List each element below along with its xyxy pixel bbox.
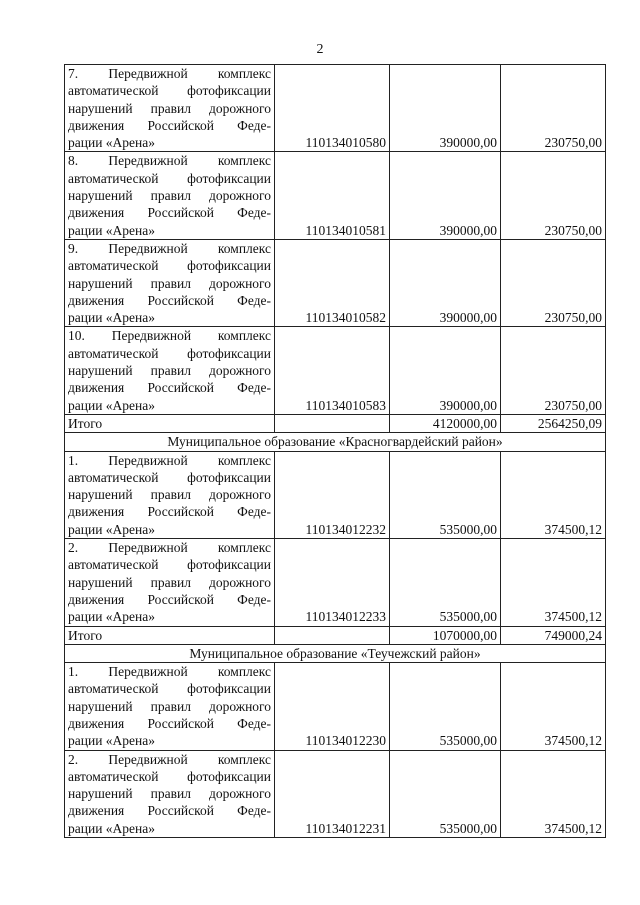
description-line: рации «Арена» xyxy=(68,609,155,625)
description-line: 1. Передвижной комплекс xyxy=(68,664,271,680)
section-heading: Муниципальное образование «Красногвардейский район» xyxy=(65,433,606,451)
section-heading-row xyxy=(65,433,606,451)
balance-value: 390000,00 xyxy=(390,65,501,152)
table-row xyxy=(65,750,606,837)
table-row xyxy=(65,663,606,750)
residual-value: 374500,12 xyxy=(501,451,606,538)
asset-table-body xyxy=(65,65,606,838)
residual-value: 230750,00 xyxy=(501,239,606,326)
description-line: нарушений правил дорожного xyxy=(68,698,271,714)
description-line: нарушений правил дорожного xyxy=(68,188,271,204)
residual-value: 230750,00 xyxy=(501,65,606,152)
item-description xyxy=(65,750,275,837)
inventory-number: 110134010580 xyxy=(275,65,390,152)
total-empty-cell xyxy=(275,626,390,644)
description-line: движения Российской Феде- xyxy=(68,591,271,607)
total-residual-value: 2564250,09 xyxy=(501,414,606,432)
inventory-number: 110134012232 xyxy=(275,451,390,538)
item-description xyxy=(65,327,275,414)
total-balance-value: 1070000,00 xyxy=(390,626,501,644)
description-line: движения Российской Феде- xyxy=(68,715,271,731)
item-description xyxy=(65,539,275,626)
description-line: нарушений правил дорожного xyxy=(68,100,271,116)
total-label: Итого xyxy=(65,414,275,432)
description-line: автоматической фотофиксации xyxy=(68,681,271,697)
description-line: автоматической фотофиксации xyxy=(68,345,271,361)
residual-value: 230750,00 xyxy=(501,327,606,414)
description-line: автоматической фотофиксации xyxy=(68,170,271,186)
description-line: рации «Арена» xyxy=(68,310,155,326)
description-line: рации «Арена» xyxy=(68,521,155,537)
description-line: 10. Передвижной комплекс xyxy=(68,328,271,344)
residual-value: 374500,12 xyxy=(501,750,606,837)
description-line: движения Российской Феде- xyxy=(68,380,271,396)
description-line: рации «Арена» xyxy=(68,222,155,238)
residual-value: 374500,12 xyxy=(501,663,606,750)
description-line: нарушений правил дорожного xyxy=(68,487,271,503)
item-description xyxy=(65,451,275,538)
total-balance-value: 4120000,00 xyxy=(390,414,501,432)
balance-value: 535000,00 xyxy=(390,750,501,837)
section-heading-row xyxy=(65,644,606,662)
page-number: 2 xyxy=(316,42,324,57)
item-description xyxy=(65,239,275,326)
description-line: 2. Передвижной комплекс xyxy=(68,751,271,767)
total-label: Итого xyxy=(65,626,275,644)
description-line: рации «Арена» xyxy=(68,135,155,151)
table-row xyxy=(65,451,606,538)
description-line: 2. Передвижной комплекс xyxy=(68,540,271,556)
description-line: автоматической фотофиксации xyxy=(68,557,271,573)
description-line: движения Российской Феде- xyxy=(68,292,271,308)
balance-value: 390000,00 xyxy=(390,239,501,326)
description-line: движения Российской Феде- xyxy=(68,117,271,133)
balance-value: 535000,00 xyxy=(390,663,501,750)
description-line: 8. Передвижной комплекс xyxy=(68,153,271,169)
inventory-number: 110134012233 xyxy=(275,539,390,626)
description-line: движения Российской Феде- xyxy=(68,504,271,520)
description-line: движения Российской Феде- xyxy=(68,803,271,819)
table-row xyxy=(65,539,606,626)
description-line: рации «Арена» xyxy=(68,733,155,749)
asset-table xyxy=(64,64,606,838)
table-row xyxy=(65,327,606,414)
inventory-number: 110134010582 xyxy=(275,239,390,326)
description-line: 7. Передвижной комплекс xyxy=(68,66,271,81)
table-row xyxy=(65,152,606,239)
description-line: 9. Передвижной комплекс xyxy=(68,240,271,256)
inventory-number: 110134010583 xyxy=(275,327,390,414)
residual-value: 374500,12 xyxy=(501,539,606,626)
description-line: рации «Арена» xyxy=(68,820,155,836)
balance-value: 535000,00 xyxy=(390,451,501,538)
total-row xyxy=(65,626,606,644)
item-description xyxy=(65,663,275,750)
section-heading: Муниципальное образование «Теучежский район» xyxy=(65,644,606,662)
total-empty-cell xyxy=(275,414,390,432)
inventory-number: 110134012230 xyxy=(275,663,390,750)
table-row xyxy=(65,65,606,152)
item-description xyxy=(65,152,275,239)
description-line: нарушений правил дорожного xyxy=(68,363,271,379)
description-line: нарушений правил дорожного xyxy=(68,574,271,590)
description-line: автоматической фотофиксации xyxy=(68,258,271,274)
balance-value: 535000,00 xyxy=(390,539,501,626)
description-line: рации «Арена» xyxy=(68,397,155,413)
balance-value: 390000,00 xyxy=(390,152,501,239)
description-line: автоматической фотофиксации xyxy=(68,83,271,99)
description-line: движения Российской Феде- xyxy=(68,205,271,221)
balance-value: 390000,00 xyxy=(390,327,501,414)
description-line: автоматической фотофиксации xyxy=(68,469,271,485)
table-row xyxy=(65,239,606,326)
total-row xyxy=(65,414,606,432)
inventory-number: 110134012231 xyxy=(275,750,390,837)
description-line: 1. Передвижной комплекс xyxy=(68,452,271,468)
item-description xyxy=(65,65,275,152)
total-residual-value: 749000,24 xyxy=(501,626,606,644)
description-line: нарушений правил дорожного xyxy=(68,786,271,802)
description-line: автоматической фотофиксации xyxy=(68,768,271,784)
residual-value: 230750,00 xyxy=(501,152,606,239)
description-line: нарушений правил дорожного xyxy=(68,275,271,291)
inventory-number: 110134010581 xyxy=(275,152,390,239)
